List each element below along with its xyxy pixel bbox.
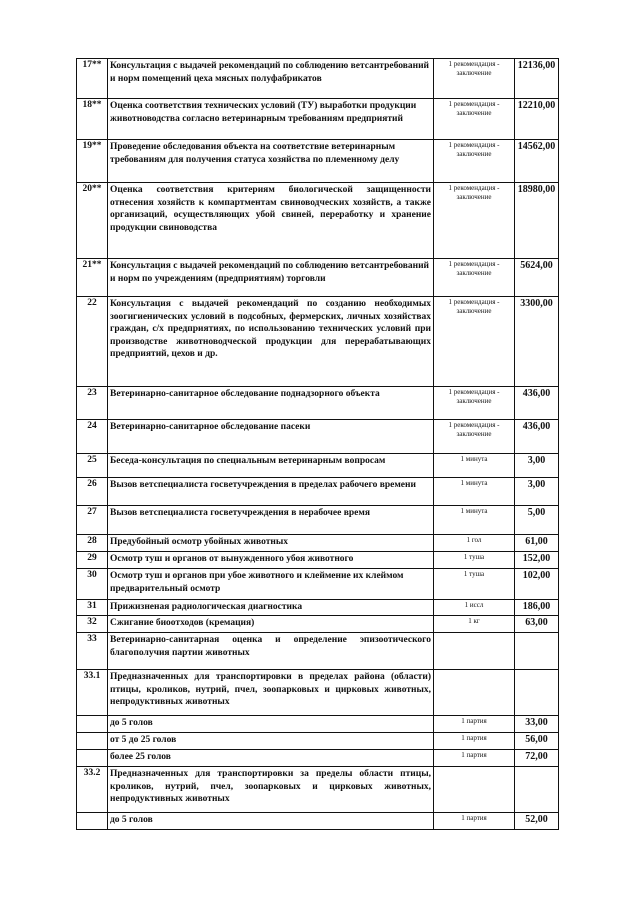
- service-name: Оценка соответствия технических условий (ТУ) выработки продукции животноводства согласно ветеринарным требованиям предприятий: [108, 99, 434, 140]
- row-number: 31: [77, 600, 108, 616]
- service-name: Предубойный осмотр убойных животных: [108, 535, 434, 552]
- row-number: [77, 813, 108, 830]
- row-number: 29: [77, 552, 108, 569]
- row-number: [77, 733, 108, 750]
- price-value: 33,00: [515, 716, 559, 733]
- row-number: 32: [77, 616, 108, 633]
- service-name: Вызов ветспециалиста госветучреждения в пределах рабочего времени: [108, 478, 434, 506]
- unit-of-measure: 1 минута: [434, 506, 515, 535]
- row-number: 22: [77, 297, 108, 387]
- unit-of-measure: 1 рекомендация - заключение: [434, 420, 515, 454]
- row-number: 33: [77, 633, 108, 670]
- unit-of-measure: 1 иссл: [434, 600, 515, 616]
- price-value: 52,00: [515, 813, 559, 830]
- service-name: до 5 голов: [108, 716, 434, 733]
- service-name: Консультация с выдачей рекомендаций по созданию необходимых зоогигиенических условий в подсобных, фермерских, личных хозяйствах граждан, с/х предприятиях, по использованию технических условий при производстве животноводческой продукции для перерабатывающих предприятий, цехов и др.: [108, 297, 434, 387]
- price-value: 72,00: [515, 750, 559, 767]
- table-row: [77, 59, 559, 99]
- table-row: [77, 535, 559, 552]
- service-name: Консультация с выдачей рекомендаций по соблюдению ветсантребований и норм помещений цеха мясных полуфабрикатов: [108, 59, 434, 99]
- table-row: [77, 813, 559, 830]
- service-name: Ветеринарно-санитарная оценка и определение эпизоотического благополучия партии животных: [108, 633, 434, 670]
- price-value: 102,00: [515, 569, 559, 600]
- service-name: Оценка соответствия критериям биологической защищенности отнесения хозяйств к компартментам свиноводческих хозяйств, а также организаций, осуществляющих убой свиней, переработку и хранение продукции свиноводства: [108, 183, 434, 259]
- unit-of-measure: 1 рекомендация - заключение: [434, 259, 515, 297]
- row-number: 23: [77, 387, 108, 420]
- table-row: [77, 733, 559, 750]
- table-row: [77, 633, 559, 670]
- price-value: 3,00: [515, 478, 559, 506]
- price-value: 436,00: [515, 387, 559, 420]
- table-row: [77, 259, 559, 297]
- row-number: 33.1: [77, 670, 108, 716]
- table-row: [77, 183, 559, 259]
- table-row: [77, 387, 559, 420]
- unit-of-measure: 1 рекомендация - заключение: [434, 387, 515, 420]
- table-row: [77, 140, 559, 183]
- table-row: [77, 454, 559, 478]
- service-name: Вызов ветспециалиста госветучреждения в нерабочее время: [108, 506, 434, 535]
- price-value: 5,00: [515, 506, 559, 535]
- price-list-table: [76, 58, 559, 830]
- price-value: [515, 670, 559, 716]
- service-name: Осмотр туш и органов от вынужденного убоя животного: [108, 552, 434, 569]
- price-value: 12210,00: [515, 99, 559, 140]
- table-row: [77, 670, 559, 716]
- price-value: 3300,00: [515, 297, 559, 387]
- service-name: Консультация с выдачей рекомендаций по соблюдению ветсантребований и норм по учреждениям (предприятиям) торговли: [108, 259, 434, 297]
- table-row: [77, 600, 559, 616]
- row-number: [77, 716, 108, 733]
- service-name: Проведение обследования объекта на соответствие ветеринарным требованиям для получения статуса хозяйства по племенному делу: [108, 140, 434, 183]
- service-name: от 5 до 25 голов: [108, 733, 434, 750]
- service-name: Осмотр туш и органов при убое животного и клеймение их клеймом предварительный осмотр: [108, 569, 434, 600]
- row-number: 20**: [77, 183, 108, 259]
- unit-of-measure: 1 рекомендация - заключение: [434, 183, 515, 259]
- price-value: 12136,00: [515, 59, 559, 99]
- table-row: [77, 767, 559, 813]
- row-number: 25: [77, 454, 108, 478]
- table-row: [77, 552, 559, 569]
- row-number: 18**: [77, 99, 108, 140]
- row-number: 26: [77, 478, 108, 506]
- price-value: 152,00: [515, 552, 559, 569]
- row-number: 19**: [77, 140, 108, 183]
- unit-of-measure: 1 рекомендация - заключение: [434, 59, 515, 99]
- row-number: 33.2: [77, 767, 108, 813]
- unit-of-measure: 1 рекомендация - заключение: [434, 99, 515, 140]
- unit-of-measure: 1 рекомендация - заключение: [434, 140, 515, 183]
- table-row: [77, 297, 559, 387]
- unit-of-measure: 1 партия: [434, 750, 515, 767]
- table-row: [77, 569, 559, 600]
- unit-of-measure: [434, 767, 515, 813]
- price-value: 3,00: [515, 454, 559, 478]
- table-row: [77, 616, 559, 633]
- unit-of-measure: 1 рекомендация - заключение: [434, 297, 515, 387]
- price-value: 186,00: [515, 600, 559, 616]
- unit-of-measure: 1 партия: [434, 716, 515, 733]
- row-number: 21**: [77, 259, 108, 297]
- price-value: 63,00: [515, 616, 559, 633]
- price-value: 14562,00: [515, 140, 559, 183]
- service-name: Прижизненая радиологическая диагностика: [108, 600, 434, 616]
- unit-of-measure: 1 гол: [434, 535, 515, 552]
- service-name: Сжигание биоотходов (кремация): [108, 616, 434, 633]
- price-value: 61,00: [515, 535, 559, 552]
- service-name: более 25 голов: [108, 750, 434, 767]
- price-value: [515, 767, 559, 813]
- service-name: Предназначенных для транспортировки за пределы области птицы, кроликов, нутрий, пчел, зоопарковых и цирковых животных, непродуктивных животных: [108, 767, 434, 813]
- table-row: [77, 506, 559, 535]
- unit-of-measure: 1 минута: [434, 454, 515, 478]
- table-row: [77, 420, 559, 454]
- service-name: Ветеринарно-санитарное обследование поднадзорного объекта: [108, 387, 434, 420]
- price-value: [515, 633, 559, 670]
- row-number: [77, 750, 108, 767]
- unit-of-measure: [434, 633, 515, 670]
- unit-of-measure: 1 туша: [434, 569, 515, 600]
- unit-of-measure: 1 партия: [434, 733, 515, 750]
- row-number: 24: [77, 420, 108, 454]
- table-row: [77, 750, 559, 767]
- table-row: [77, 478, 559, 506]
- row-number: 27: [77, 506, 108, 535]
- row-number: 30: [77, 569, 108, 600]
- price-value: 56,00: [515, 733, 559, 750]
- table-row: [77, 99, 559, 140]
- price-value: 436,00: [515, 420, 559, 454]
- unit-of-measure: 1 туша: [434, 552, 515, 569]
- unit-of-measure: 1 минута: [434, 478, 515, 506]
- service-name: Предназначенных для транспортировки в пределах района (области) птицы, кроликов, нутрий, пчел, зоопарковых и цирковых животных, непродуктивных животных: [108, 670, 434, 716]
- unit-of-measure: 1 партия: [434, 813, 515, 830]
- row-number: 28: [77, 535, 108, 552]
- row-number: 17**: [77, 59, 108, 99]
- price-value: 5624,00: [515, 259, 559, 297]
- table-row: [77, 716, 559, 733]
- service-name: до 5 голов: [108, 813, 434, 830]
- unit-of-measure: 1 кг: [434, 616, 515, 633]
- price-value: 18980,00: [515, 183, 559, 259]
- unit-of-measure: [434, 670, 515, 716]
- service-name: Беседа-консультация по специальным ветеринарным вопросам: [108, 454, 434, 478]
- service-name: Ветеринарно-санитарное обследование пасеки: [108, 420, 434, 454]
